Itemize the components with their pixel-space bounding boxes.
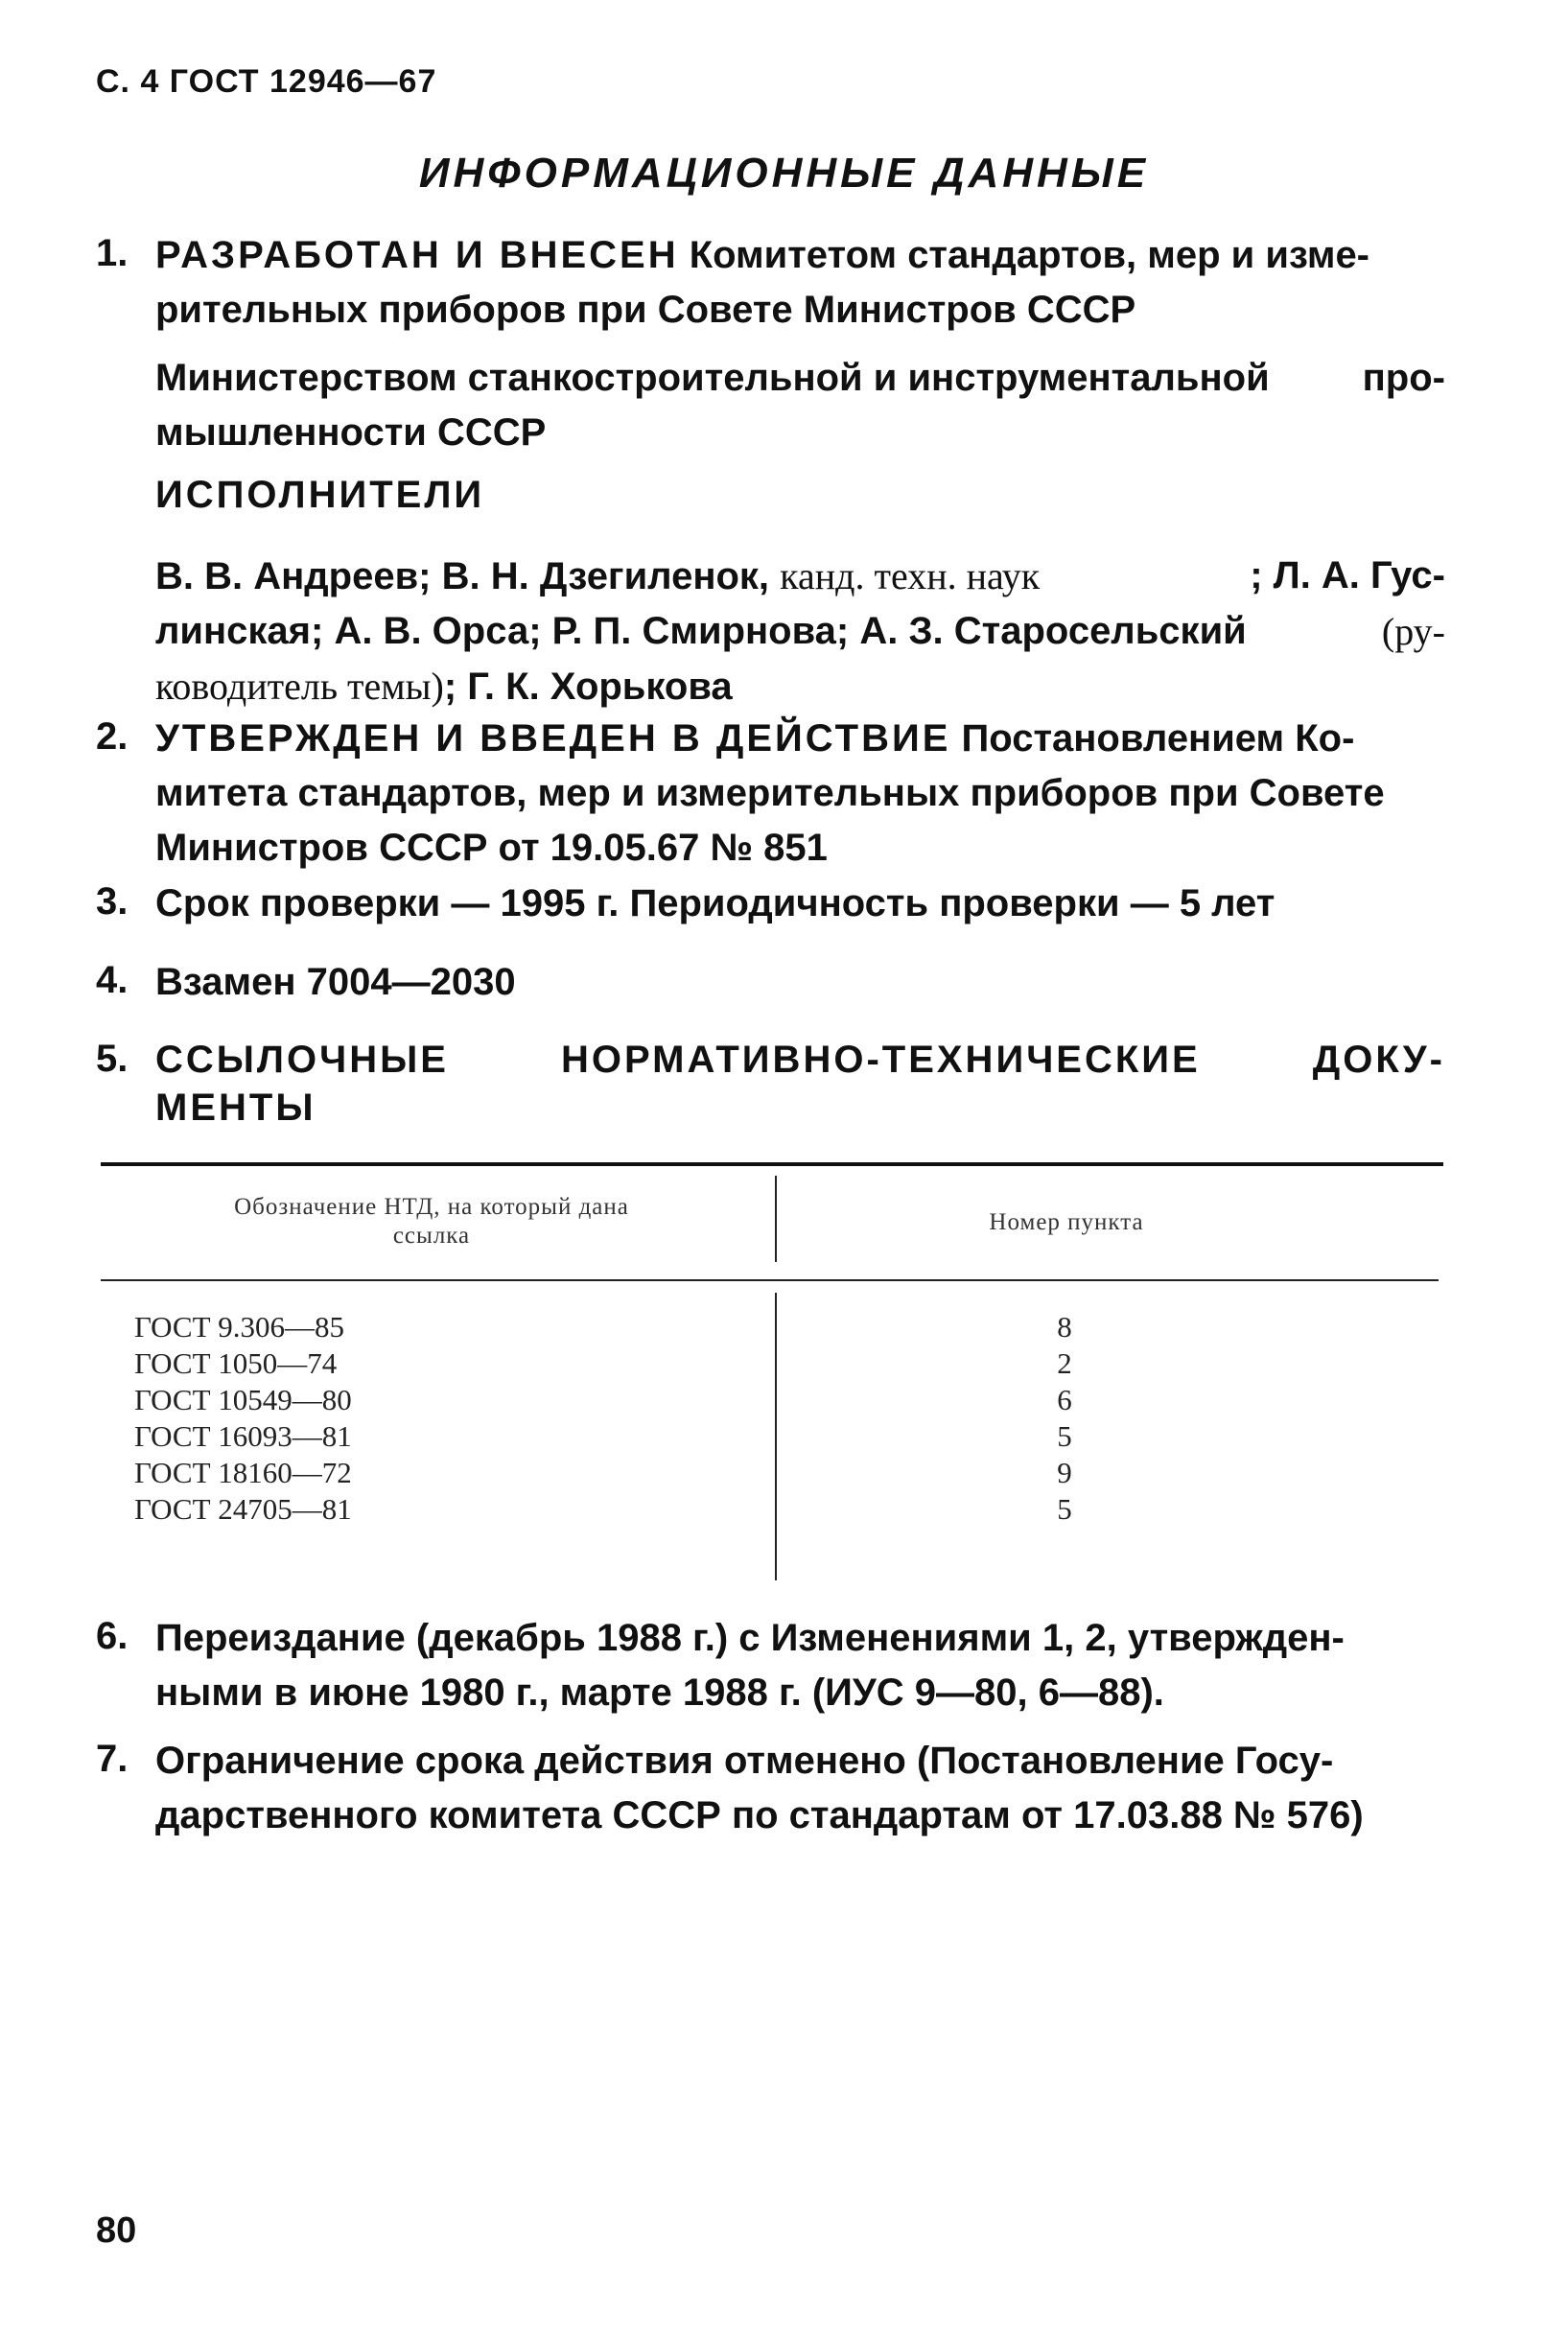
section-2-caps: УТВЕРЖДЕН И ВВЕДЕН В ДЕЙСТВИЕ [155,717,951,760]
section-1-line2: рительных приборов при Совете Министров СССР [155,289,1136,331]
section-7-text [155,1734,1445,1843]
page-number: 80 [96,2210,137,2251]
section-6-text [155,1611,1445,1720]
ministry-line1: Министерством станкостроительной и инструментальной [155,357,1270,399]
section-5-line2: МЕНТЫ [155,1087,316,1129]
executors-line3-role: ководитель темы) [155,665,444,708]
table-header-divider [775,1176,777,1262]
executors-line1-degree: канд. техн. наук [780,554,1041,597]
table-header-rule [101,1279,1439,1281]
section-5-word2: НОРМАТИВНО-ТЕХНИЧЕСКИЕ [561,1039,1201,1081]
section-4-text: Взамен 7004—2030 [155,961,516,1003]
table-cell-item: 5 [1057,1419,1072,1453]
section-7-line1: Ограничение срока действия отменено (Постановление Госу- [155,1740,1334,1782]
section-5-number: 5. [96,1038,129,1080]
section-1-ministry [155,351,1445,460]
ministry-line1-end: про- [1362,357,1445,399]
executors-line1-c: ; Л. А. Гус- [1250,554,1445,596]
section-6-line2: ными в июне 1980 г., марте 1988 г. (ИУС 9—80, 6—88). [155,1672,1164,1714]
section-5-word1: ССЫЛОЧНЫЕ [155,1039,449,1081]
section-5-word3: ДОКУ- [1312,1039,1445,1081]
executors-line3-c: ; Г. К. Хорькова [443,666,733,708]
section-6-number: 6. [96,1615,129,1657]
table-row: ГОСТ 16093—81 [134,1419,352,1453]
section-2-line2: митета стандартов, мер и измерительных приборов при Совете [155,772,1385,814]
table-item-column [1026,1309,1103,1528]
table-cell-item: 2 [1057,1346,1072,1380]
table-cell-item: 5 [1057,1492,1072,1526]
executors-line2-a: линская; А. В. Орса; Р. П. Смирнова; А. З. Старосельский [155,610,1247,652]
executors-list [155,549,1445,714]
section-6-line1: Переиздание (декабрь 1988 г.) с Изменениями 1, 2, утвержден- [155,1617,1345,1659]
section-2-number: 2. [96,715,129,758]
table-row: ГОСТ 9.306—85 [134,1310,345,1344]
section-1-number: 1. [96,232,129,274]
section-7-line2: дарственного комитета СССР по стандартам от 17.03.88 № 576) [155,1794,1364,1836]
section-1-text [155,228,1445,338]
section-1-caps: РАЗРАБОТАН И ВНЕСЕН [155,234,679,276]
table-header-document-line1: Обозначение НТД, на который дана [234,1194,629,1220]
table-header-document [101,1193,762,1251]
section-5-heading [155,1036,1445,1132]
table-cell-item: 6 [1057,1383,1072,1416]
document-title: ИНФОРМАЦИОННЫЕ ДАННЫЕ [418,150,1150,197]
section-3-number: 3. [96,880,129,923]
executors-line1-a: В. В. Андреев; В. Н. Дзегиленок, [155,555,781,597]
section-2-line1: Постановлением Ко- [950,717,1355,760]
table-row: ГОСТ 1050—74 [134,1346,338,1380]
section-7-number: 7. [96,1738,129,1780]
table-cell-item: 8 [1057,1310,1072,1344]
section-2-line3: Министров СССР от 19.05.67 № 851 [155,827,828,869]
executors-heading: ИСПОЛНИТЕЛИ [155,474,485,516]
section-2-text [155,712,1445,876]
table-row: ГОСТ 24705—81 [134,1492,352,1526]
executors-line2-b: (ру- [1381,610,1445,653]
table-cell-item: 9 [1057,1456,1072,1489]
table-body-divider [775,1293,777,1580]
table-row: ГОСТ 18160—72 [134,1456,352,1489]
table-header-item: Номер пункта [989,1209,1144,1235]
table-top-rule [101,1162,1443,1166]
page-header: С. 4 ГОСТ 12946—67 [96,63,437,100]
section-1-line1: Комитетом стандартов, мер и изме- [678,234,1370,276]
table-header-document-line2: ссылка [392,1223,471,1249]
table-row: ГОСТ 10549—80 [134,1383,352,1416]
table-doc-column [134,1309,748,1528]
section-4-number: 4. [96,959,129,1001]
ministry-line2: мышленности СССР [155,411,547,454]
section-3-text: Срок проверки — 1995 г. Периодичность проверки — 5 лет [155,882,1275,924]
